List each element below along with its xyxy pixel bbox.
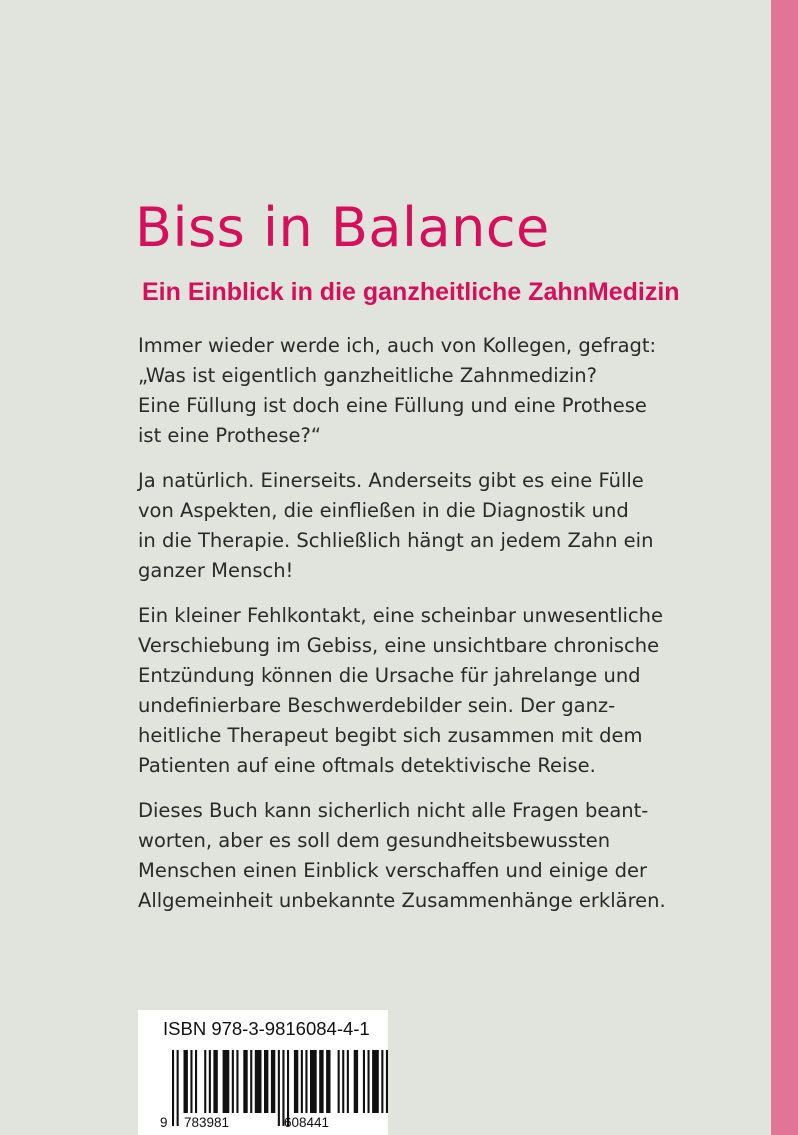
barcode-bar <box>381 1050 383 1113</box>
barcode-bar <box>243 1050 247 1113</box>
barcode-bar <box>278 1050 280 1126</box>
barcode-bar <box>326 1050 330 1113</box>
text-line: undefinierbare Beschwerdebilder sein. Der ganz- <box>138 694 616 717</box>
blurb-paragraph <box>138 796 666 916</box>
text-line: Menschen einen Einblick verschaffen und einige der <box>138 859 648 882</box>
text-line: Ja natürlich. Einerseits. Anderseits gibt es eine Fülle <box>138 469 644 492</box>
spine-stripe <box>771 0 798 1135</box>
text-line: heitliche Therapeut begibt sich zusammen mit dem <box>138 724 643 747</box>
barcode-bar <box>305 1050 307 1113</box>
barcode-bar <box>294 1050 298 1113</box>
text-line: Entzündung können die Ursache für jahrelange und <box>138 664 641 687</box>
barcode-bar <box>386 1050 388 1113</box>
barcode-bar <box>190 1050 192 1113</box>
barcode-bar <box>172 1050 174 1126</box>
text-line: Verschiebung im Gebiss, eine unsichtbare chronische <box>138 634 660 657</box>
text-line: Immer wieder werde ich, auch von Kollegen, gefragt: <box>138 334 657 357</box>
barcode-bar <box>264 1050 268 1113</box>
blurb-paragraph <box>138 466 658 586</box>
blurb-paragraph <box>138 331 658 451</box>
barcode-bar <box>338 1050 340 1113</box>
barcode-bar <box>271 1050 275 1113</box>
book-subtitle: Ein Einblick in die ganzheitliche ZahnMedizin <box>142 278 680 306</box>
text-line: worten, aber es soll dem gesundheitsbewussten <box>138 829 611 852</box>
text-line: Patienten auf eine oftmals detektivische Reise. <box>138 754 596 777</box>
barcode-bar <box>250 1050 252 1113</box>
barcode-bar <box>236 1050 238 1113</box>
text-line: ist eine Prothese?“ <box>138 424 321 447</box>
isbn-label: ISBN 978-3-9816084-4-1 <box>163 1018 370 1039</box>
barcode-bar <box>195 1050 197 1113</box>
barcode-bar <box>347 1050 349 1113</box>
barcode-image <box>138 1010 388 1135</box>
text-line: Dieses Buch kann sicherlich nicht alle Fragen beant- <box>138 799 649 822</box>
barcode-bar <box>232 1050 234 1113</box>
blurb-text <box>138 331 666 931</box>
barcode-bar <box>255 1050 262 1113</box>
book-title: Biss in Balance <box>135 196 550 259</box>
isbn-barcode <box>138 1010 388 1135</box>
barcode-bar <box>184 1050 188 1113</box>
barcode-bar <box>209 1050 211 1113</box>
barcode-right-digits: 608441 <box>284 1115 330 1130</box>
text-line: Eine Füllung ist doch eine Füllung und eine Prothese <box>138 394 647 417</box>
barcode-bar <box>301 1050 303 1113</box>
text-line: von Aspekten, die einfließen in die Diagnostik und <box>138 499 629 522</box>
text-line: Allgemeinheit unbekannte Zusammenhänge erklären. <box>138 889 666 912</box>
barcode-left-digits: 783981 <box>184 1115 230 1130</box>
barcode-bar <box>310 1050 317 1113</box>
text-line: ganzer Mensch! <box>138 559 294 582</box>
text-line: „Was ist eigentlich ganzheitliche Zahnmedizin? <box>138 364 597 387</box>
barcode-bar <box>354 1050 358 1113</box>
text-line: in die Therapie. Schließlich hängt an jedem Zahn ein <box>138 529 654 552</box>
barcode-bar <box>372 1050 379 1113</box>
barcode-bar <box>368 1050 370 1113</box>
barcode-prefix-digit: 9 <box>160 1115 168 1130</box>
barcode-bar <box>223 1050 230 1113</box>
blurb-paragraph <box>138 601 663 781</box>
barcode-bar <box>177 1050 179 1126</box>
barcode-bar <box>363 1050 365 1113</box>
barcode-bar <box>213 1050 217 1113</box>
barcode-bar <box>204 1050 206 1113</box>
barcode-bar <box>342 1050 344 1113</box>
text-line: Ein kleiner Fehlkontakt, eine scheinbar unwesentliche <box>138 604 663 627</box>
barcode-bar <box>319 1050 323 1113</box>
